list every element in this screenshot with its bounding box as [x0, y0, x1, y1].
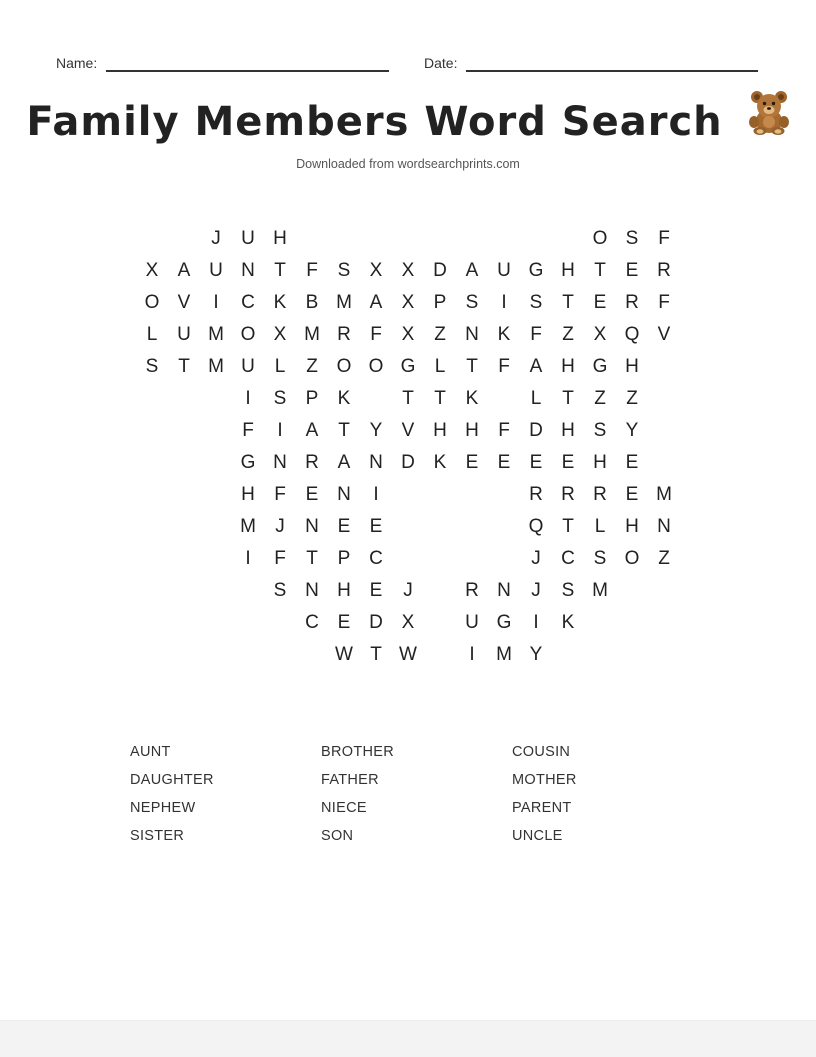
date-label: Date:	[424, 55, 458, 71]
grid-letter: M	[592, 580, 608, 601]
grid-letter: F	[658, 292, 670, 313]
grid-letter: J	[403, 580, 413, 601]
grid-letter: R	[593, 484, 607, 505]
grid-letter: H	[625, 356, 639, 377]
grid-letter: H	[241, 484, 255, 505]
grid-letter: T	[562, 516, 574, 537]
grid-letter: A	[529, 356, 543, 377]
grid-letter: X	[593, 324, 607, 345]
grid-letter: L	[530, 388, 542, 409]
grid-letter: F	[274, 548, 286, 569]
grid-letter: G	[592, 356, 608, 377]
grid-letter: F	[242, 420, 254, 441]
grid-letter: V	[401, 420, 415, 441]
grid-letter: T	[594, 260, 606, 281]
grid-letter: G	[528, 260, 544, 281]
grid-letter: I	[501, 292, 507, 313]
grid-letter: X	[369, 260, 383, 281]
grid-letter: T	[402, 388, 414, 409]
grid-letter: J	[531, 580, 541, 601]
grid-letter: Q	[624, 324, 640, 345]
grid-letter: M	[656, 484, 672, 505]
grid-letter: H	[593, 452, 607, 473]
grid-letter: X	[401, 324, 415, 345]
grid-letter: Y	[369, 420, 383, 441]
grid-letter: R	[561, 484, 575, 505]
grid-letter: F	[498, 356, 510, 377]
grid-letter: N	[657, 516, 671, 537]
grid-letter: H	[625, 516, 639, 537]
grid-letter: E	[625, 484, 639, 505]
grid-letter: S	[529, 292, 543, 313]
word-list-item: UNCLE	[512, 828, 563, 844]
grid-letter: T	[370, 644, 382, 665]
grid-letter: S	[273, 580, 287, 601]
word-list-item: MOTHER	[512, 772, 577, 788]
grid-letter: P	[305, 388, 319, 409]
grid-letter: S	[337, 260, 351, 281]
grid-letter: A	[465, 260, 479, 281]
grid-letter: N	[241, 260, 255, 281]
grid-letter: D	[401, 452, 415, 473]
grid-letter: N	[305, 516, 319, 537]
name-label: Name:	[56, 55, 98, 71]
grid-letter: W	[335, 644, 353, 665]
grid-letter: U	[209, 260, 223, 281]
grid-letter: X	[273, 324, 287, 345]
grid-letter: T	[562, 292, 574, 313]
grid-letter: F	[306, 260, 318, 281]
grid-letter: H	[433, 420, 447, 441]
grid-letter: Y	[529, 644, 543, 665]
grid-letter: R	[337, 324, 351, 345]
grid-letter: C	[241, 292, 255, 313]
grid-letter: E	[497, 452, 511, 473]
grid-letter: A	[305, 420, 319, 441]
grid-letter: E	[625, 452, 639, 473]
grid-letter: U	[177, 324, 191, 345]
grid-letter: P	[433, 292, 447, 313]
grid-letter: E	[305, 484, 319, 505]
grid-letter: E	[337, 516, 351, 537]
word-list-item: AUNT	[130, 744, 171, 760]
grid-letter: M	[496, 644, 512, 665]
grid-letter: S	[561, 580, 575, 601]
grid-letter: R	[529, 484, 543, 505]
grid-letter: F	[370, 324, 382, 345]
word-list-item: DAUGHTER	[130, 772, 214, 788]
grid-letter: L	[434, 356, 446, 377]
grid-letter: G	[496, 612, 512, 633]
footer-strip	[0, 1020, 816, 1057]
grid-letter: C	[561, 548, 575, 569]
grid-letter: K	[561, 612, 575, 633]
grid-letter: H	[273, 228, 287, 249]
grid-letter: S	[625, 228, 639, 249]
grid-letter: T	[562, 388, 574, 409]
grid-letter: L	[274, 356, 286, 377]
grid-letter: X	[401, 612, 415, 633]
grid-letter: E	[625, 260, 639, 281]
grid-letter: F	[530, 324, 542, 345]
grid-letter: I	[533, 612, 539, 633]
grid-letter: Z	[658, 548, 670, 569]
word-list-item: FATHER	[321, 772, 379, 788]
grid-letter: K	[465, 388, 479, 409]
grid-letter: O	[240, 324, 256, 345]
word-list-item: NEPHEW	[130, 800, 196, 816]
grid-letter: T	[434, 388, 446, 409]
grid-letter: X	[401, 292, 415, 313]
subtitle: Downloaded from wordsearchprints.com	[296, 157, 520, 171]
grid-letter: V	[177, 292, 191, 313]
grid-letter: I	[277, 420, 283, 441]
grid-letter: E	[369, 516, 383, 537]
grid-letter: N	[465, 324, 479, 345]
grid-letter: J	[531, 548, 541, 569]
grid-letter: E	[593, 292, 607, 313]
grid-letter: O	[336, 356, 352, 377]
grid-letter: K	[433, 452, 447, 473]
grid-letter: F	[658, 228, 670, 249]
grid-letter: X	[145, 260, 159, 281]
grid-letter: J	[275, 516, 285, 537]
grid-letter: N	[305, 580, 319, 601]
grid-letter: L	[146, 324, 158, 345]
grid-letter: E	[465, 452, 479, 473]
grid-letter: Q	[528, 516, 544, 537]
grid-letter: V	[657, 324, 671, 345]
grid-letter: Z	[434, 324, 446, 345]
grid-letter: E	[561, 452, 575, 473]
grid-letter: F	[498, 420, 510, 441]
grid-letter: S	[465, 292, 479, 313]
grid-letter: S	[145, 356, 159, 377]
grid-letter: Y	[625, 420, 639, 441]
grid-letter: N	[497, 580, 511, 601]
word-list-item: SISTER	[130, 828, 185, 844]
grid-letter: M	[208, 324, 224, 345]
grid-letter: A	[337, 452, 351, 473]
grid-letter: Z	[594, 388, 606, 409]
grid-letter: R	[657, 260, 671, 281]
grid-letter: O	[624, 548, 640, 569]
grid-letter: U	[465, 612, 479, 633]
page-title-text: Family Members Word Search	[26, 99, 723, 145]
grid-letter: M	[208, 356, 224, 377]
grid-letter: G	[240, 452, 256, 473]
grid-letter: K	[273, 292, 287, 313]
grid-letter: I	[213, 292, 219, 313]
grid-letter: T	[338, 420, 350, 441]
grid-letter: M	[304, 324, 320, 345]
grid-letter: H	[561, 420, 575, 441]
grid-letter: O	[144, 292, 160, 313]
grid-letter: C	[305, 612, 319, 633]
grid-letter: I	[373, 484, 379, 505]
grid-letter: Z	[306, 356, 318, 377]
grid-letter: M	[336, 292, 352, 313]
grid-letter: R	[465, 580, 479, 601]
grid-letter: O	[592, 228, 608, 249]
grid-letter: T	[178, 356, 190, 377]
grid-letter: D	[369, 612, 383, 633]
grid-letter: T	[274, 260, 286, 281]
grid-letter: B	[305, 292, 319, 313]
grid-letter: D	[433, 260, 447, 281]
grid-letter: U	[241, 228, 255, 249]
grid-letter: R	[625, 292, 639, 313]
word-list-item: NIECE	[321, 800, 367, 816]
grid-letter: W	[399, 644, 417, 665]
grid-letter: T	[306, 548, 318, 569]
word-list-item: BROTHER	[321, 744, 394, 760]
grid-letter: U	[497, 260, 511, 281]
grid-letter: C	[369, 548, 383, 569]
grid-letter: I	[469, 644, 475, 665]
grid-letter: E	[369, 580, 383, 601]
word-list-item: COUSIN	[512, 744, 571, 760]
grid-letter: N	[273, 452, 287, 473]
grid-letter: A	[369, 292, 383, 313]
grid-letter: H	[337, 580, 351, 601]
grid-letter: E	[529, 452, 543, 473]
grid-letter: F	[274, 484, 286, 505]
grid-letter: P	[337, 548, 351, 569]
grid-letter: S	[273, 388, 287, 409]
word-list-item: SON	[321, 828, 354, 844]
grid-letter: U	[241, 356, 255, 377]
grid-letter: T	[466, 356, 478, 377]
grid-letter: N	[337, 484, 351, 505]
grid-letter: X	[401, 260, 415, 281]
grid-letter: R	[305, 452, 319, 473]
grid-letter: M	[240, 516, 256, 537]
grid-letter: I	[245, 548, 251, 569]
word-list-item: PARENT	[512, 800, 572, 816]
grid-letter: I	[245, 388, 251, 409]
grid-letter: E	[337, 612, 351, 633]
grid-letter: Z	[562, 324, 574, 345]
grid-letter: O	[368, 356, 384, 377]
grid-letter: H	[561, 260, 575, 281]
grid-letter: H	[561, 356, 575, 377]
grid-letter: S	[593, 548, 607, 569]
grid-letter: H	[465, 420, 479, 441]
grid-letter: Z	[626, 388, 638, 409]
grid-letter: J	[211, 228, 221, 249]
grid-letter: D	[529, 420, 543, 441]
grid-letter: K	[497, 324, 511, 345]
grid-letter: S	[593, 420, 607, 441]
grid-letter: A	[177, 260, 191, 281]
grid-letter: K	[337, 388, 351, 409]
grid-letter: G	[400, 356, 416, 377]
grid-letter: N	[369, 452, 383, 473]
grid-letter: L	[594, 516, 606, 537]
